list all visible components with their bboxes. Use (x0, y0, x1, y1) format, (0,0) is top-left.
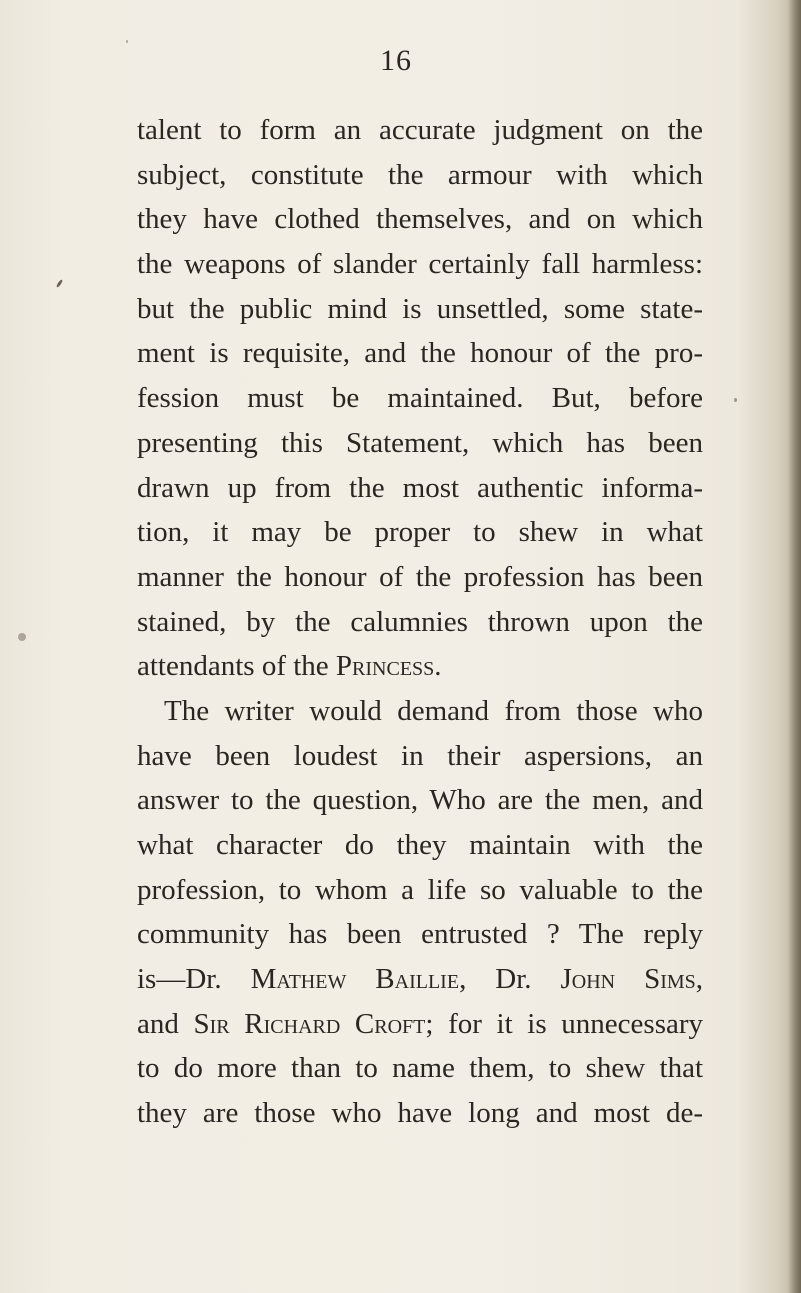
princess-smallcaps: Princess (335, 650, 435, 683)
text-span: is—Dr. (137, 963, 251, 996)
text-line: fession must be maintained. But, before (137, 382, 703, 415)
page-number: 16 (380, 44, 412, 77)
text-line: talent to form an accurate judgment on the (137, 114, 703, 146)
text-span: and (137, 1007, 194, 1040)
paper-speck (56, 279, 64, 288)
text-span: ; for it is unnecessary (425, 1007, 704, 1040)
paper-speck (126, 40, 128, 43)
text-line: stained, by the calumnies thrown upon the (137, 605, 703, 638)
text-line: subject, constitute the armour with which (137, 158, 703, 191)
paper-speck (734, 398, 737, 402)
text-line: tion, it may be proper to shew in what (137, 516, 703, 549)
name-baillie: Mathew Baillie (250, 963, 460, 996)
page-edge-shadow (787, 0, 801, 1293)
text-span: , Dr. (459, 963, 561, 996)
text-span: attendants of the (137, 650, 336, 683)
text-line: drawn up from the most authentic informa- (137, 471, 703, 504)
text-span: , (695, 963, 704, 996)
text-line: they are those who have long and most de- (137, 1097, 703, 1130)
text-line: ment is requisite, and the honour of the pro- (137, 337, 703, 370)
text-span: . (434, 650, 442, 683)
paper-speck (18, 633, 26, 641)
paragraph-2 (137, 689, 703, 1136)
body-text (137, 108, 703, 1136)
text-line (137, 644, 703, 689)
text-line: presenting this Statement, which has been (137, 426, 703, 459)
text-line: to do more than to name them, to shew that (137, 1052, 703, 1085)
text-line: have been loudest in their aspersions, an (137, 739, 703, 772)
text-line: what character do they maintain with the (137, 829, 703, 861)
paragraph-1 (137, 108, 703, 689)
text-line: the weapons of slander certainly fall harmless: (137, 248, 703, 281)
name-croft: Sir Richard Croft (193, 1007, 426, 1040)
text-line: answer to the question, Who are the men, and (137, 784, 703, 817)
text-line (137, 1002, 703, 1047)
text-line: profession, to whom a life so valuable to the (137, 873, 703, 906)
text-line: The writer would demand from those who (164, 694, 703, 727)
name-sims: John Sims (560, 963, 696, 996)
text-line (137, 957, 703, 1002)
text-line: they have clothed themselves, and on which (137, 203, 703, 236)
text-line: community has been entrusted ? The reply (137, 918, 703, 951)
text-line: manner the honour of the profession has been (137, 560, 703, 593)
text-line: but the public mind is unsettled, some state- (137, 292, 703, 325)
